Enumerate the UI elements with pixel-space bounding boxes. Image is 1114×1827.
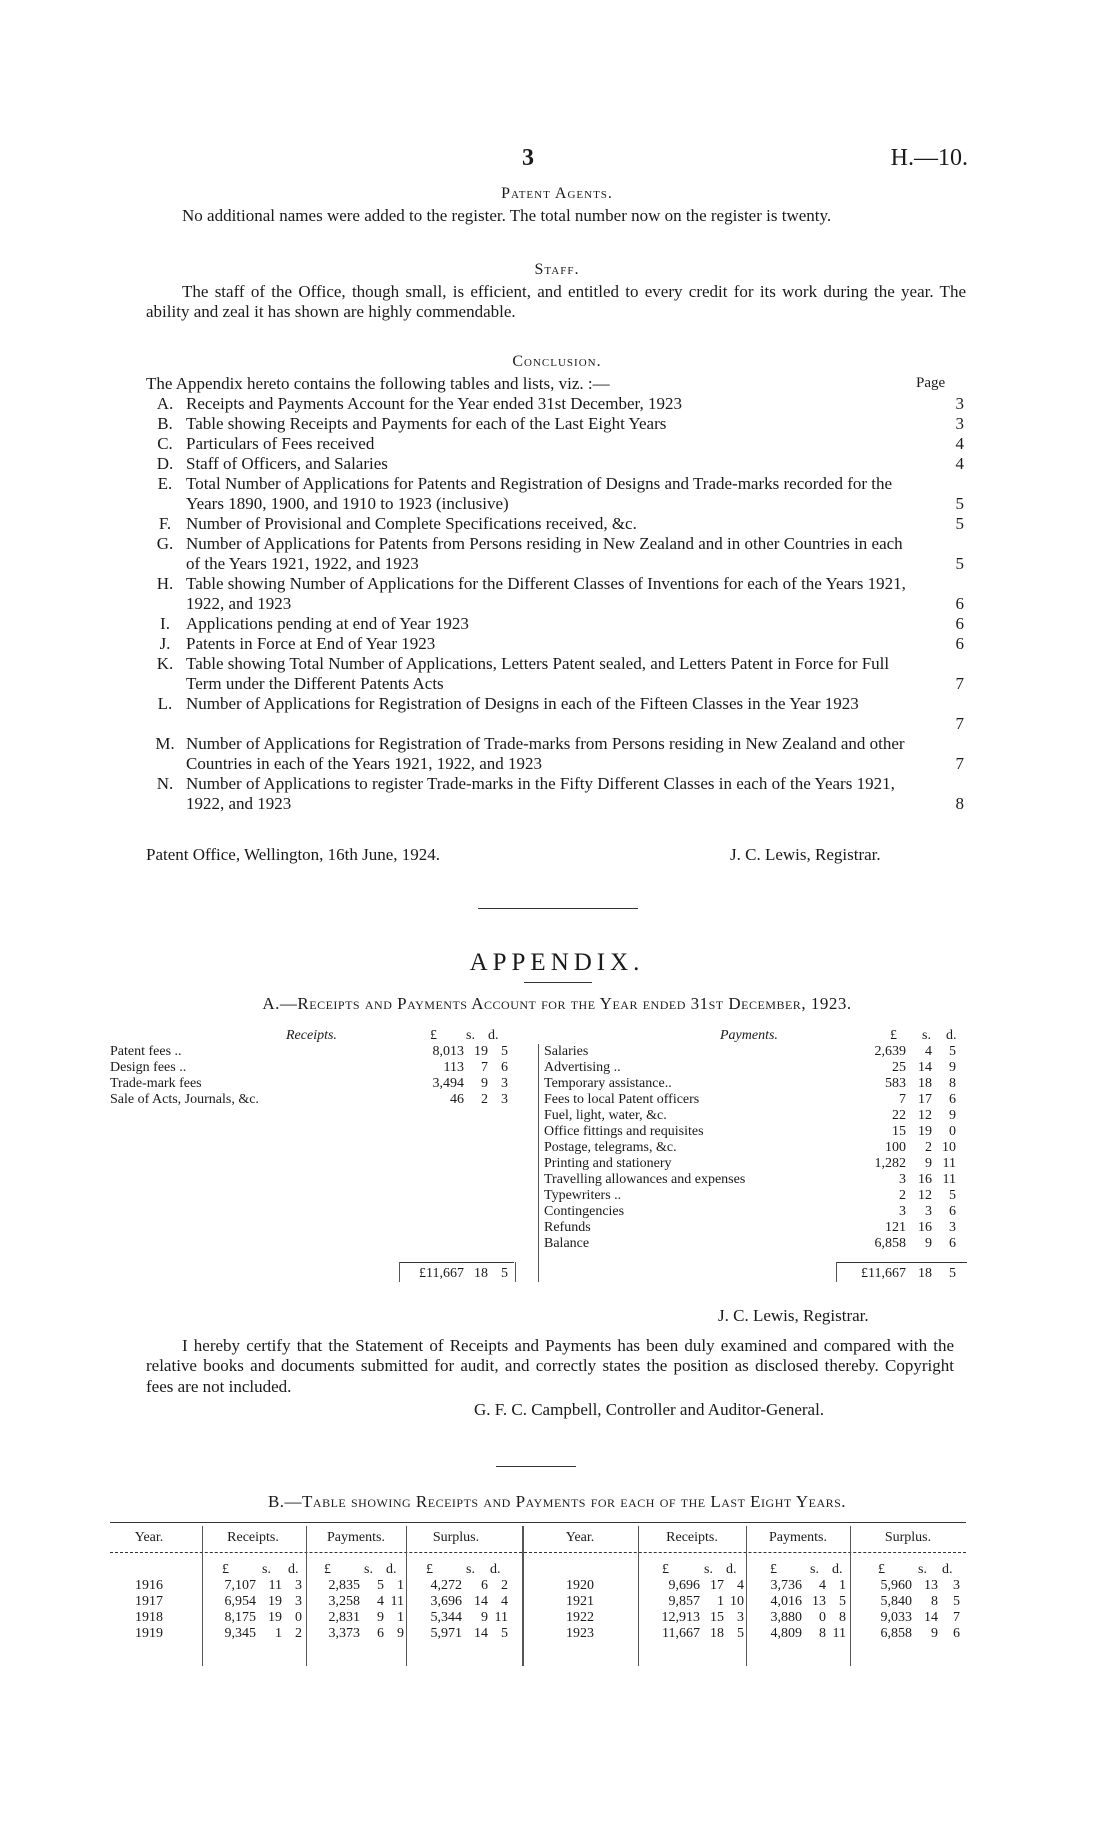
index-item-page: 8 [955, 794, 964, 813]
table-b-unit: s. [466, 1562, 475, 1577]
index-item-letter: B. [157, 414, 173, 433]
index-item-text: Receipts and Payments Account for the Year ended 31st December, 1923 [186, 394, 682, 413]
payment-label: Salaries [544, 1044, 589, 1059]
patent-agents-paragraph: No additional names were added to the register. The total number now on the register is twenty. [182, 206, 832, 225]
payment-label: Typewriters .. [544, 1188, 622, 1203]
table-b-cell: 1 [397, 1578, 404, 1593]
payment-shillings: 12 [918, 1108, 932, 1123]
table-b-cell: 13 [924, 1578, 938, 1593]
payment-row [110, 1236, 970, 1252]
receipt-shillings: 9 [481, 1076, 488, 1091]
payment-row [110, 1092, 970, 1108]
staff-heading: Staff. [534, 261, 580, 278]
payment-shillings: 4 [925, 1044, 932, 1059]
index-item-text: Total Number of Applications for Patents and Registration of Designs and Trade-marks recorded for the Years 1890, 1900, and 1910 to 1923 (inclusive) [186, 474, 893, 514]
index-item-text: Applications pending at end of Year 1923 [186, 614, 469, 633]
place-date: Patent Office, Wellington, 16th June, 1924. [146, 845, 441, 864]
table-b-rule-1 [202, 1526, 203, 1666]
table-b-cell: 11 [494, 1610, 508, 1625]
index-item-page: 7 [955, 714, 964, 733]
table-b-year: 1917 [135, 1594, 163, 1609]
index-item-letter: M. [155, 734, 175, 753]
table-b-cell: 6 [953, 1626, 960, 1641]
payments-total-rule [837, 1262, 967, 1263]
index-item-letter: D. [156, 454, 174, 473]
receipt-label: Design fees .. [110, 1060, 187, 1075]
index-item-page: 7 [955, 674, 964, 693]
payment-label: Contingencies [544, 1204, 625, 1219]
table-b-cell: 6,954 [224, 1594, 256, 1609]
table-b-unit: £ [324, 1562, 331, 1577]
payment-pounds: 6,858 [874, 1236, 906, 1251]
payment-pence: 5 [949, 1188, 956, 1203]
table-b-cell: 9 [931, 1626, 938, 1641]
receipt-pounds: 8,013 [432, 1044, 464, 1059]
table-b-cell: 3,373 [328, 1626, 360, 1641]
table-b-unit: £ [426, 1562, 433, 1577]
payment-label: Printing and stationery [544, 1156, 672, 1171]
index-item-letter: K. [156, 654, 174, 673]
index-item-page: 5 [955, 554, 964, 573]
payment-shillings: 19 [918, 1124, 932, 1139]
unit-shillings-left: s. [466, 1028, 475, 1043]
payment-shillings: 9 [925, 1156, 932, 1171]
index-item [146, 654, 971, 694]
index-item [146, 534, 971, 574]
table-b-unit: d. [490, 1562, 501, 1577]
unit-shillings-right: s. [922, 1028, 931, 1043]
table-b-cell: 3,258 [328, 1594, 360, 1609]
payment-pence: 8 [949, 1076, 956, 1091]
col-year-left: Year. [134, 1530, 164, 1545]
index-item [146, 414, 971, 434]
index-page-header: Page [916, 375, 946, 391]
table-b-cell: 11 [832, 1626, 846, 1641]
table-b-cell: 4 [501, 1594, 508, 1609]
payment-shillings: 16 [918, 1220, 932, 1235]
section-divider-2 [496, 1466, 576, 1467]
table-b-cell: 3 [953, 1578, 960, 1593]
index-item-letter: E. [157, 474, 173, 493]
payment-pounds: 583 [885, 1076, 906, 1091]
table-b-cell: 9 [397, 1626, 404, 1641]
payment-label: Travelling allowances and expenses [544, 1172, 746, 1187]
table-b-cell: 4,016 [770, 1594, 802, 1609]
table-b-year: 1922 [566, 1610, 594, 1625]
payment-pounds: 3 [899, 1172, 906, 1187]
table-b-cell: 14 [924, 1610, 938, 1625]
table-b-cell: 0 [819, 1610, 826, 1625]
index-item-text: Number of Applications for Patents from Persons residing in New Zealand and in other Countries in each of the Years 1921, 1922, and 1923 [186, 534, 903, 574]
payment-shillings: 18 [918, 1076, 932, 1091]
payment-shillings: 14 [918, 1060, 932, 1075]
table-b-cell: 5,971 [430, 1626, 462, 1641]
staff-paragraph: The staff of the Office, though small, is efficient, and entitled to every credit for its work during the year. The ability and zeal it has shown are highly commendable. [146, 282, 966, 322]
registrar-signature: J. C. Lewis, Registrar. [730, 845, 881, 864]
table-b-cell: 11 [390, 1594, 404, 1609]
table-b-rule-5 [638, 1526, 639, 1666]
payment-label: Postage, telegrams, &c. [544, 1140, 677, 1155]
index-item-page: 3 [955, 414, 964, 433]
table-b-cell: 5,960 [880, 1578, 912, 1593]
payment-row [110, 1156, 970, 1172]
table-b-cell: 3 [295, 1594, 302, 1609]
payment-shillings: 3 [925, 1204, 932, 1219]
payment-row [110, 1108, 970, 1124]
table-b-cell: 11 [268, 1578, 282, 1593]
appendix-underline [524, 982, 592, 983]
payment-pounds: 2,639 [874, 1044, 906, 1059]
index-item [146, 474, 971, 514]
payment-pence: 11 [942, 1156, 956, 1171]
receipt-shillings: 2 [481, 1092, 488, 1107]
payment-shillings: 9 [925, 1236, 932, 1251]
receipts-total-rule [400, 1262, 514, 1263]
table-b-rule-mid [522, 1526, 524, 1666]
table-b-unit: s. [262, 1562, 271, 1577]
payment-row [110, 1076, 970, 1092]
payment-pounds: 3 [899, 1204, 906, 1219]
index-item-page: 6 [955, 634, 964, 653]
table-b-cell: 9 [481, 1610, 488, 1625]
receipt-pence: 6 [501, 1060, 508, 1075]
payment-label: Fuel, light, water, &c. [544, 1108, 667, 1123]
payment-row [110, 1188, 970, 1204]
payment-shillings: 2 [925, 1140, 932, 1155]
index-item [146, 394, 971, 414]
index-item-page: 6 [955, 614, 964, 633]
table-b-cell: 2,835 [328, 1578, 360, 1593]
index-item-letter: A. [156, 394, 174, 413]
table-b-cell: 11,667 [662, 1626, 700, 1641]
table-b-cell: 4 [377, 1594, 384, 1609]
index-item-text: Number of Applications to register Trade-marks in the Fifty Different Classes in each of the Years 1921, 1922, and 1923 [186, 774, 895, 814]
table-b-year: 1919 [135, 1626, 163, 1641]
receipt-shillings: 19 [474, 1044, 488, 1059]
index-item-letter: G. [156, 534, 174, 553]
payment-label: Office fittings and requisites [544, 1124, 704, 1139]
index-item-text: Number of Applications for Registration of Trade-marks from Persons residing in New Zealand and other Countries in each of the Years 1921, 1922, and 1923 [186, 734, 905, 774]
table-b-cell: 2 [295, 1626, 302, 1641]
unit-pence-right: d. [946, 1028, 957, 1043]
payments-total: £11,667 18 5 [861, 1266, 956, 1281]
payment-label: Temporary assistance.. [544, 1076, 672, 1091]
index-item-letter: L. [157, 694, 173, 713]
table-b-cell: 5 [737, 1626, 744, 1641]
table-b-cell: 5 [839, 1594, 846, 1609]
index-item-page: 5 [955, 494, 964, 513]
table-b-title: B.—Table showing Receipts and Payments for each of the Last Eight Years. [267, 1492, 847, 1511]
col-receipts-left: Receipts. [227, 1530, 279, 1545]
table-b-cell: 4 [819, 1578, 826, 1593]
receipt-pounds: 113 [443, 1060, 464, 1075]
index-item [146, 614, 971, 634]
table-b-cell: 9,345 [224, 1626, 256, 1641]
payment-pounds: 1,282 [874, 1156, 906, 1171]
table-b-cell: 4,809 [770, 1626, 802, 1641]
table-b-unit: £ [222, 1562, 229, 1577]
index-item-letter: J. [159, 634, 171, 653]
receipts-payments-account [110, 1024, 970, 1294]
table-b-unit: d. [288, 1562, 299, 1577]
unit-pence-left: d. [488, 1028, 499, 1043]
index-item [146, 514, 971, 534]
table-b-year: 1918 [135, 1610, 163, 1625]
index-item-page: 6 [955, 594, 964, 613]
index-item [146, 734, 971, 774]
table-b-cell: 5 [953, 1594, 960, 1609]
index-item-text: Particulars of Fees received [186, 434, 375, 453]
table-b-cell: 9,033 [880, 1610, 912, 1625]
payment-pence: 11 [942, 1172, 956, 1187]
col-surplus-left: Surplus. [432, 1530, 480, 1545]
payment-pence: 9 [949, 1108, 956, 1123]
payment-label: Balance [544, 1236, 590, 1251]
table-b-cell: 19 [268, 1610, 282, 1625]
receipts-header: Receipts. [286, 1028, 337, 1043]
table-b-unit: s. [918, 1562, 927, 1577]
payment-row [110, 1172, 970, 1188]
table-b-unit: s. [704, 1562, 713, 1577]
document-code: H.—10. [890, 145, 968, 171]
table-b-cell: 12,913 [661, 1610, 700, 1625]
receipt-label: Patent fees .. [110, 1044, 182, 1059]
table-b-header-rule [110, 1552, 966, 1553]
col-payments-left: Payments. [327, 1530, 385, 1545]
table-b-unit: s. [364, 1562, 373, 1577]
index-item-text: Table showing Total Number of Applications, Letters Patent sealed, and Letters Patent in Force for Full Term under the Different Patents Acts [186, 654, 890, 694]
table-b-rule-7 [850, 1526, 851, 1666]
table-b-cell: 2,831 [328, 1610, 360, 1625]
table-b-rule-6 [746, 1526, 747, 1666]
audit-certification: I hereby certify that the Statement of Receipts and Payments has been duly examined and compared with the relative books and documents submitted for audit, and correctly states the position as disclosed thereby. Copyright fees are not included. [146, 1336, 954, 1396]
index-item-letter: H. [156, 574, 174, 593]
section-divider [478, 908, 638, 909]
index-item [146, 694, 971, 734]
table-b-cell: 3,880 [770, 1610, 802, 1625]
payment-row [110, 1060, 970, 1076]
receipts-total: £11,667 18 5 [419, 1266, 508, 1281]
table-b-cell: 5,344 [430, 1610, 462, 1625]
auditor-signature: G. F. C. Campbell, Controller and Auditor-General. [474, 1400, 825, 1419]
table-b-cell: 14 [474, 1626, 488, 1641]
payment-pounds: 121 [885, 1220, 906, 1235]
payment-pence: 5 [949, 1044, 956, 1059]
index-item-letter: N. [156, 774, 174, 793]
payment-pence: 3 [949, 1220, 956, 1235]
index-item [146, 574, 971, 614]
table-b-unit: d. [832, 1562, 843, 1577]
table-b-cell: 7 [953, 1610, 960, 1625]
index-item-letter: I. [160, 614, 170, 633]
index-item-page: 4 [955, 434, 964, 453]
table-b-cell: 9,857 [668, 1594, 700, 1609]
table-b-cell: 5 [501, 1626, 508, 1641]
payment-pounds: 2 [899, 1188, 906, 1203]
table-b-cell: 1 [397, 1610, 404, 1625]
payment-row [110, 1140, 970, 1156]
index-item-text: Number of Provisional and Complete Specifications received, &c. [186, 514, 637, 533]
receipt-shillings: 7 [481, 1060, 488, 1075]
conclusion-heading: Conclusion. [512, 353, 602, 370]
table-b-unit: £ [662, 1562, 669, 1577]
table-b-cell: 9 [377, 1610, 384, 1625]
table-b-cell: 1 [275, 1626, 282, 1641]
table-b-rule-2 [306, 1526, 307, 1666]
payment-row [110, 1220, 970, 1236]
table-b-cell: 3 [737, 1610, 744, 1625]
index-item-page: 5 [955, 514, 964, 533]
table-b-cell: 7,107 [224, 1578, 256, 1593]
payment-pence: 6 [949, 1236, 956, 1251]
conclusion-intro: The Appendix hereto contains the following tables and lists, viz. :— [146, 374, 610, 393]
table-b-cell: 8 [839, 1610, 846, 1625]
receipt-pence: 5 [501, 1044, 508, 1059]
table-b-unit: d. [726, 1562, 737, 1577]
payment-label: Advertising .. [544, 1060, 621, 1075]
index-item [146, 774, 971, 814]
table-b [110, 1518, 966, 1668]
index-item [146, 454, 971, 474]
table-b-cell: 3,736 [770, 1578, 802, 1593]
col-surplus-right: Surplus. [884, 1530, 932, 1545]
payment-shillings: 17 [918, 1092, 932, 1107]
index-item-page: 3 [955, 394, 964, 413]
payment-pounds: 22 [892, 1108, 906, 1123]
table-b-cell: 8 [819, 1626, 826, 1641]
table-b-unit: £ [770, 1562, 777, 1577]
col-payments-right: Payments. [769, 1530, 827, 1545]
table-b-year: 1921 [566, 1594, 594, 1609]
index-item-letter: C. [157, 434, 173, 453]
receipt-pence: 3 [501, 1092, 508, 1107]
receipt-pounds: 3,494 [432, 1076, 464, 1091]
table-b-year: 1923 [566, 1626, 594, 1641]
table-b-cell: 4 [737, 1578, 744, 1593]
table-b-unit: d. [942, 1562, 953, 1577]
table-b-cell: 6,858 [880, 1626, 912, 1641]
table-b-cell: 6 [481, 1578, 488, 1593]
table-b-cell: 3 [295, 1578, 302, 1593]
index-item-text: Staff of Officers, and Salaries [186, 454, 388, 473]
table-b-cell: 5 [377, 1578, 384, 1593]
receipt-pence: 3 [501, 1076, 508, 1091]
table-b-cell: 8,175 [224, 1610, 256, 1625]
index-item-text: Table showing Number of Applications for the Different Classes of Inventions for each of the Years 1921, 1922, and 1923 [186, 574, 906, 614]
appendix-title: APPENDIX. [469, 949, 645, 976]
table-b-cell: 10 [730, 1594, 744, 1609]
unit-pounds-left: £ [430, 1028, 437, 1043]
index-item-page: 7 [955, 754, 964, 773]
index-item-letter: F. [158, 514, 172, 533]
table-b-cell: 19 [268, 1594, 282, 1609]
table-b-unit: £ [878, 1562, 885, 1577]
index-item [146, 634, 971, 654]
payment-row [110, 1124, 970, 1140]
receipt-label: Sale of Acts, Journals, &c. [110, 1092, 259, 1107]
table-b-cell: 6 [377, 1626, 384, 1641]
table-b-unit: d. [386, 1562, 397, 1577]
table-b-cell: 1 [717, 1594, 724, 1609]
page-number: 3 [522, 145, 534, 171]
account-signature: J. C. Lewis, Registrar. [718, 1306, 869, 1325]
payment-pence: 9 [949, 1060, 956, 1075]
table-b-cell: 15 [710, 1610, 724, 1625]
col-receipts-right: Receipts. [666, 1530, 718, 1545]
account-title: A.—Receipts and Payments Account for the Year ended 31st December, 1923. [262, 994, 852, 1013]
table-b-unit: s. [810, 1562, 819, 1577]
table-b-year: 1920 [566, 1578, 594, 1593]
table-b-year: 1916 [135, 1578, 163, 1593]
table-b-cell: 2 [501, 1578, 508, 1593]
payment-pounds: 15 [892, 1124, 906, 1139]
payment-row [110, 1044, 970, 1060]
unit-pounds-right: £ [890, 1028, 897, 1043]
payment-row [110, 1204, 970, 1220]
payment-shillings: 12 [918, 1188, 932, 1203]
index-item-page: 4 [955, 454, 964, 473]
payment-pence: 10 [942, 1140, 956, 1155]
index-item-text: Number of Applications for Registration of Designs in each of the Fifteen Classes in the Year 1923 [186, 694, 859, 713]
table-b-cell: 9,696 [668, 1578, 700, 1593]
payments-header: Payments. [720, 1028, 778, 1043]
payment-pence: 6 [949, 1092, 956, 1107]
index-item [146, 434, 971, 454]
table-b-rule-3 [406, 1526, 407, 1666]
patent-agents-heading: Patent Agents. [501, 185, 613, 202]
table-b-cell: 13 [812, 1594, 826, 1609]
table-b-cell: 5,840 [880, 1594, 912, 1609]
table-b-cell: 4,272 [430, 1578, 462, 1593]
index-item-text: Table showing Receipts and Payments for each of the Last Eight Years [186, 414, 667, 433]
table-b-top-rule [110, 1522, 966, 1523]
table-b-cell: 18 [710, 1626, 724, 1641]
table-b-cell: 17 [710, 1578, 724, 1593]
table-b-cell: 0 [295, 1610, 302, 1625]
payment-label: Fees to local Patent officers [544, 1092, 700, 1107]
payment-pounds: 7 [899, 1092, 906, 1107]
payment-shillings: 16 [918, 1172, 932, 1187]
payment-pence: 0 [949, 1124, 956, 1139]
col-year-right: Year. [565, 1530, 595, 1545]
payment-pounds: 25 [892, 1060, 906, 1075]
table-b-cell: 3,696 [430, 1594, 462, 1609]
table-b-cell: 8 [931, 1594, 938, 1609]
payment-pence: 6 [949, 1204, 956, 1219]
payment-label: Refunds [544, 1220, 591, 1235]
payment-pounds: 100 [885, 1140, 906, 1155]
receipt-label: Trade-mark fees [110, 1076, 202, 1091]
table-b-cell: 14 [474, 1594, 488, 1609]
table-b-cell: 1 [839, 1578, 846, 1593]
index-item-text: Patents in Force at End of Year 1923 [186, 634, 436, 653]
receipt-pounds: 46 [450, 1092, 464, 1107]
